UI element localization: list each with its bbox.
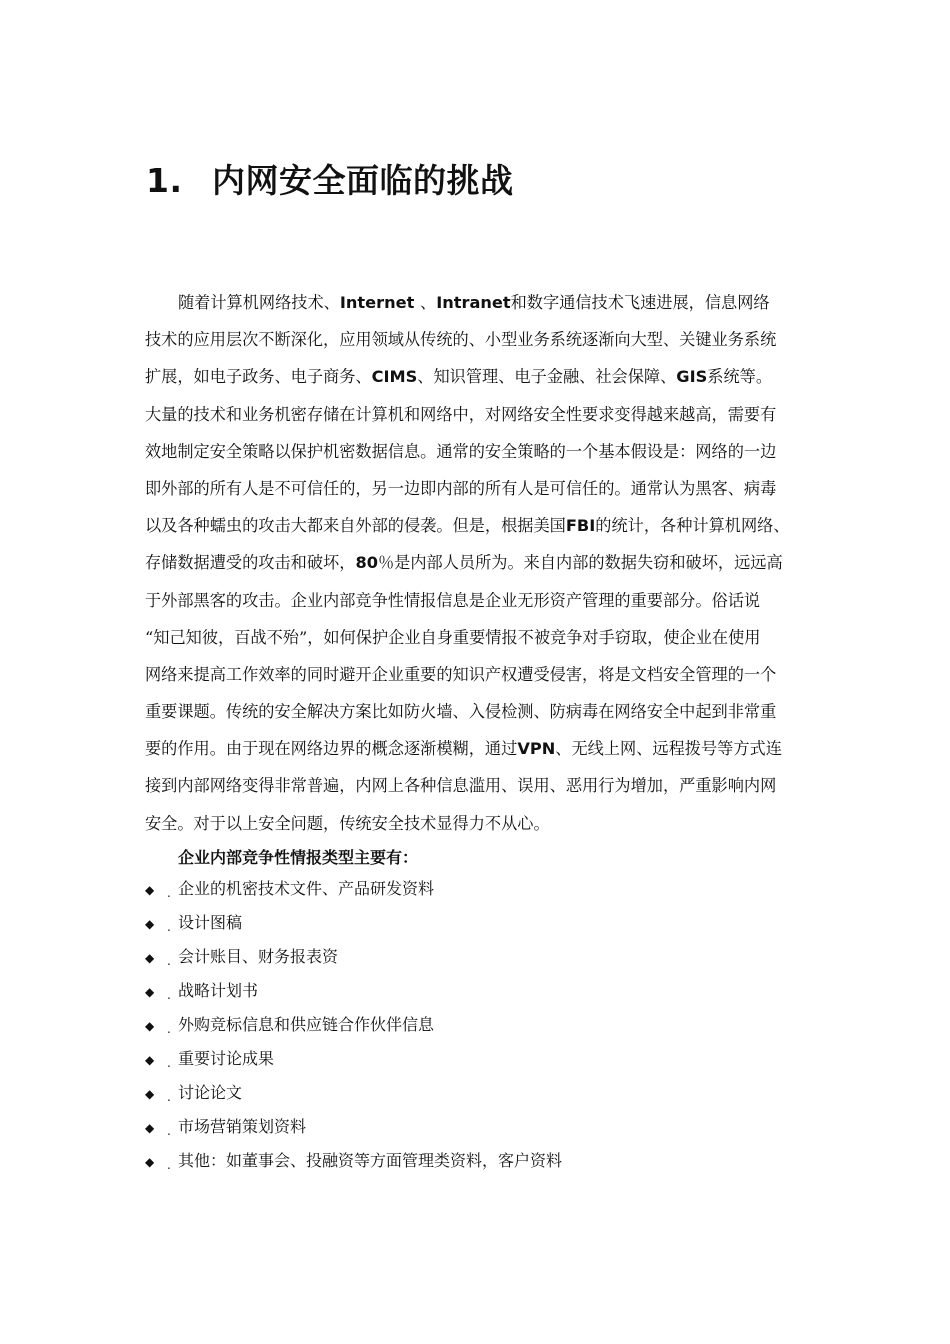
bullet-dot: .	[167, 954, 171, 968]
text-run: 效地制定安全策略以保护机密数据信息。通常的安全策略的一个基本假设是：网络的一边	[145, 441, 777, 461]
list-item	[145, 1008, 562, 1042]
text-run: 的统计，各种计算机网络、	[595, 516, 790, 536]
paragraph-line	[145, 767, 810, 804]
body-paragraph	[145, 284, 810, 842]
text-run: 、无线上网、远程拨号等方式连	[555, 739, 782, 759]
diamond-bullet-icon: ◆	[145, 917, 155, 931]
text-run: 系统等。	[707, 367, 773, 387]
list-item-text: 外购竞标信息和供应链合作伙伴信息	[178, 1015, 435, 1034]
text-run: 安全。对于以上安全问题，传统安全技术显得力不从心。	[145, 813, 550, 833]
text-run: 即外部的所有人是不可信任的，另一边即内部的所有人是可信任的。通常认为黑客、病毒	[145, 478, 777, 498]
bold-term: Intranet	[436, 293, 511, 312]
text-run: 于外部黑客的攻击。企业内部竞争性情报信息是企业无形资产管理的重要部分。俗话说	[145, 590, 761, 610]
list-item-text: 市场营销策划资料	[178, 1117, 307, 1136]
bold-term: GIS	[676, 367, 708, 387]
list-item	[145, 974, 562, 1008]
bullet-dot: .	[167, 886, 171, 900]
bullet-dot: .	[167, 1090, 171, 1104]
bold-term: CIMS	[371, 367, 418, 387]
list-item	[145, 1144, 562, 1178]
text-run: 存储数据遭受的攻击和破坏，	[145, 553, 356, 573]
section-heading	[146, 155, 514, 202]
list-item-text: 战略计划书	[178, 981, 259, 1000]
bold-term: VPN	[517, 739, 556, 759]
list-item	[145, 1110, 562, 1144]
list-item-text: 企业的机密技术文件、产品研发资料	[178, 879, 435, 898]
list-item-text: 重要讨论成果	[178, 1049, 275, 1068]
bullet-dot: .	[167, 920, 171, 934]
list-item-text: 设计图稿	[178, 913, 243, 932]
list-item	[145, 906, 562, 940]
diamond-bullet-icon: ◆	[145, 1053, 155, 1067]
list-item	[145, 872, 562, 906]
paragraph-line	[145, 619, 810, 656]
paragraph-line	[145, 582, 810, 619]
text-run: 、	[420, 293, 437, 312]
diamond-bullet-icon: ◆	[145, 1019, 155, 1033]
diamond-bullet-icon: ◆	[145, 1155, 155, 1169]
text-run: 大量的技术和业务机密存储在计算机和网络中，对网络安全性要求变得越来越高，需要有	[145, 404, 777, 424]
paragraph-line	[145, 656, 810, 693]
diamond-bullet-icon: ◆	[145, 883, 155, 897]
paragraph-line	[145, 321, 810, 358]
diamond-bullet-icon: ◆	[145, 1121, 155, 1135]
paragraph-line	[145, 284, 810, 321]
intelligence-type-list	[145, 872, 562, 1178]
text-run: 技术的应用层次不断深化，应用领域从传统的、小型业务系统逐渐向大型、关键业务系统	[145, 330, 777, 350]
list-item-text: 其他：如董事会、投融资等方面管理类资料，客户资料	[178, 1151, 563, 1170]
paragraph-line	[145, 805, 810, 842]
paragraph-line	[145, 730, 810, 767]
bullet-dot: .	[167, 1056, 171, 1070]
text-run: 接到内部网络变得非常普遍，内网上各种信息滥用、误用、恶用行为增加，严重影响内网	[145, 776, 777, 796]
diamond-bullet-icon: ◆	[145, 951, 155, 965]
section-number: 1.	[146, 161, 183, 200]
list-item	[145, 940, 562, 974]
text-run: 网络来提高工作效率的同时避开企业重要的知识产权遭受侵害，将是文档安全管理的一个	[145, 664, 777, 684]
list-subheading: 企业内部竞争性情报类型主要有：	[178, 848, 419, 867]
text-run: 和数字通信技术飞速进展，信息网络	[510, 293, 770, 312]
paragraph-line	[145, 507, 810, 544]
list-item-text: 讨论论文	[178, 1083, 243, 1102]
bold-term: Internet	[339, 293, 420, 312]
list-item	[145, 1042, 562, 1076]
bullet-dot: .	[167, 1124, 171, 1138]
list-item-text: 会计账目、财务报表资	[178, 947, 339, 966]
text-run: 以及各种蠕虫的攻击大都来自外部的侵袭。但是，根据美国	[145, 516, 566, 536]
bullet-dot: .	[167, 1022, 171, 1036]
section-title: 内网安全面临的挑战	[212, 161, 514, 200]
bold-term: FBI	[565, 516, 596, 536]
diamond-bullet-icon: ◆	[145, 985, 155, 999]
text-run: 、知识管理、电子金融、社会保障、	[417, 367, 677, 387]
bullet-dot: .	[167, 988, 171, 1002]
bold-term: 80	[355, 553, 378, 573]
paragraph-line	[145, 358, 810, 395]
text-run: ％是内部人员所为。来自内部的数据失窃和破坏，远远高	[377, 553, 783, 573]
paragraph-line	[145, 693, 810, 730]
diamond-bullet-icon: ◆	[145, 1087, 155, 1101]
text-run: 扩展，如电子政务、电子商务、	[145, 367, 372, 387]
text-run: 随着计算机网络技术、	[178, 293, 340, 312]
paragraph-line	[145, 396, 810, 433]
list-item	[145, 1076, 562, 1110]
paragraph-line	[145, 470, 810, 507]
paragraph-line	[145, 544, 810, 581]
bullet-dot: .	[167, 1158, 171, 1172]
text-run: 重要课题。传统的安全解决方案比如防火墙、入侵检测、防病毒在网络安全中起到非常重	[145, 702, 777, 722]
paragraph-line	[145, 433, 810, 470]
text-run: 要的作用。由于现在网络边界的概念逐渐模糊，通过	[145, 739, 518, 759]
text-run: “知己知彼，百战不殆”，如何保护企业自身重要情报不被竞争对手窃取，使企业在使用	[145, 627, 761, 647]
